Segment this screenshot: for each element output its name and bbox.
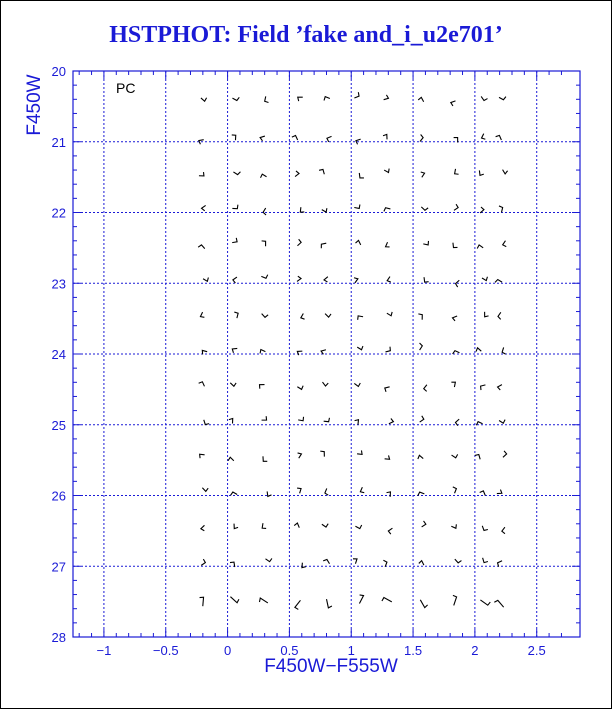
data-point — [199, 172, 204, 176]
data-point — [451, 382, 455, 387]
data-point — [503, 451, 507, 457]
data-point — [232, 97, 239, 100]
x-axis-title: F450W−F555W — [264, 656, 398, 677]
data-point — [322, 208, 327, 212]
data-point — [453, 595, 457, 605]
data-point — [354, 92, 359, 98]
data-point — [327, 136, 332, 141]
data-point — [503, 170, 508, 174]
y-tick-label: 21 — [51, 134, 66, 150]
data-point — [386, 242, 390, 247]
data-point — [498, 312, 501, 319]
data-point — [297, 488, 301, 493]
data-point — [295, 600, 301, 609]
data-point — [420, 600, 427, 608]
x-tick-label: 1.5 — [404, 643, 423, 658]
data-point — [232, 135, 236, 140]
data-point — [353, 559, 357, 564]
data-point — [383, 134, 387, 139]
data-point — [298, 453, 302, 458]
data-point — [358, 316, 363, 320]
x-tick-label: 2 — [471, 643, 479, 658]
data-point — [324, 418, 330, 422]
data-point — [297, 276, 301, 281]
data-point — [475, 455, 480, 460]
data-point — [202, 205, 206, 210]
data-point — [502, 347, 506, 354]
data-point — [455, 169, 459, 174]
data-point — [359, 173, 364, 178]
data-point — [265, 558, 271, 561]
data-point — [354, 383, 360, 386]
data-point — [499, 97, 506, 100]
data-point — [232, 238, 237, 243]
data-point — [325, 314, 331, 318]
x-tick-label: −0.5 — [152, 643, 179, 658]
x-tick-label: 2.5 — [527, 643, 546, 658]
data-point — [292, 136, 298, 141]
data-point — [384, 169, 389, 173]
data-point — [230, 597, 238, 603]
data-point — [357, 450, 362, 454]
data-point — [201, 559, 205, 565]
data-point — [322, 382, 328, 386]
data-point — [323, 559, 329, 563]
data-point — [420, 134, 423, 141]
data-point — [421, 172, 425, 177]
data-point — [387, 492, 391, 497]
data-point — [232, 205, 238, 209]
data-point — [327, 599, 332, 608]
data-point — [480, 491, 486, 496]
data-point — [382, 598, 392, 602]
data-point — [476, 348, 481, 352]
data-point — [451, 524, 456, 528]
y-tick-label: 23 — [51, 276, 66, 292]
data-point — [385, 455, 390, 459]
data-point — [324, 277, 328, 282]
data-point — [481, 385, 486, 390]
data-point — [454, 204, 458, 210]
data-point — [355, 420, 359, 425]
data-point — [297, 239, 301, 245]
data-point — [354, 205, 360, 209]
data-point — [388, 528, 392, 534]
data-point — [477, 245, 483, 249]
data-point — [234, 524, 238, 529]
data-point — [260, 136, 265, 141]
x-tick-label: 0 — [223, 643, 232, 658]
data-point — [260, 385, 265, 389]
data-point — [423, 241, 428, 245]
data-point — [261, 275, 267, 279]
data-point — [453, 243, 458, 248]
data-point — [324, 97, 330, 101]
data-point — [355, 525, 361, 529]
data-point — [262, 241, 266, 246]
x-tick-label: 0.5 — [280, 643, 299, 658]
x-tick-label: −1 — [96, 643, 112, 658]
data-point — [479, 170, 483, 175]
data-point — [384, 208, 390, 212]
data-point — [495, 280, 502, 283]
data-point — [485, 312, 489, 317]
axes — [52, 64, 580, 658]
data-point — [260, 174, 266, 178]
data-point — [385, 347, 390, 352]
y-tick-label: 24 — [51, 347, 66, 362]
data-point — [198, 245, 205, 249]
data-point — [387, 277, 391, 283]
data-point — [203, 277, 208, 281]
data-point — [231, 492, 238, 495]
data-point — [321, 243, 326, 248]
data-point — [420, 416, 424, 422]
data-point — [319, 169, 324, 174]
data-point — [263, 208, 266, 215]
data-point — [294, 523, 299, 528]
data-point — [201, 98, 207, 102]
data-point — [421, 207, 428, 210]
data-point — [482, 134, 486, 140]
y-axis-title: F450W — [24, 74, 45, 136]
data-point — [262, 314, 268, 318]
data-point — [200, 454, 205, 458]
data-point — [418, 314, 422, 320]
data-point — [298, 97, 303, 101]
y-tick-label: 25 — [51, 417, 66, 433]
data-point — [234, 312, 238, 318]
data-point — [295, 171, 299, 177]
data-point — [389, 419, 394, 424]
data-point — [384, 95, 389, 100]
data-point — [418, 97, 423, 101]
y-tick-label: 22 — [51, 205, 66, 221]
data-point — [424, 385, 427, 392]
data-point — [354, 278, 358, 283]
data-point — [233, 172, 240, 175]
data-point — [360, 487, 364, 492]
data-point — [499, 206, 503, 212]
y-tick-label: 28 — [51, 630, 66, 645]
data-point — [204, 420, 209, 425]
data-point — [229, 418, 233, 423]
data-point — [483, 558, 488, 563]
data-point — [482, 526, 488, 531]
data-point — [228, 457, 234, 460]
data-point — [320, 451, 324, 457]
detector-label: PC — [116, 80, 136, 96]
data-point — [451, 101, 456, 106]
data-point — [200, 312, 204, 317]
data-point — [297, 386, 303, 390]
data-point — [232, 348, 237, 352]
data-point — [424, 277, 429, 282]
data-point — [455, 559, 462, 563]
data-point — [260, 350, 265, 354]
grid-lines — [73, 71, 580, 637]
data-point — [496, 135, 502, 140]
data-point — [301, 313, 305, 319]
data-point — [481, 96, 487, 100]
data-point — [387, 312, 392, 316]
data-point — [263, 456, 267, 461]
data-point — [482, 277, 487, 281]
data-point — [202, 488, 208, 492]
data-point — [422, 521, 426, 527]
data-point — [453, 487, 457, 493]
data-point — [503, 241, 507, 247]
data-point — [419, 561, 424, 565]
data-point — [499, 420, 505, 424]
data-point — [233, 277, 237, 283]
data-point — [502, 527, 505, 533]
chart-title: HSTPHOT: Field ’fake and_i_u2e701’ — [109, 22, 503, 48]
y-tick-label: 20 — [51, 64, 66, 79]
data-point — [267, 491, 271, 496]
data-point — [357, 346, 363, 350]
data-point — [201, 525, 205, 530]
data-point — [199, 382, 205, 387]
data-point — [385, 387, 390, 392]
data-point — [230, 383, 236, 386]
data-point — [452, 454, 458, 457]
data-point — [498, 385, 502, 390]
data-point — [259, 598, 267, 603]
data-point — [480, 600, 490, 605]
data-point — [420, 343, 423, 350]
data-point — [322, 524, 328, 527]
data-point — [262, 416, 267, 420]
data-point — [302, 563, 306, 568]
data-point — [300, 207, 304, 212]
data-point — [497, 490, 502, 494]
data-point — [452, 316, 457, 321]
data-point — [262, 523, 266, 528]
data-markers — [198, 92, 507, 609]
data-point — [200, 597, 204, 606]
y-tick-label: 26 — [51, 488, 66, 504]
data-point — [298, 417, 303, 421]
data-point — [297, 351, 302, 355]
data-point — [494, 600, 503, 607]
data-point — [356, 240, 361, 244]
data-point — [265, 96, 269, 102]
data-point — [359, 595, 363, 604]
y-tick-label: 27 — [51, 559, 66, 575]
data-point — [418, 455, 423, 459]
data-point — [453, 351, 460, 354]
x-tick-label: 1 — [347, 643, 355, 658]
data-point — [325, 488, 328, 495]
